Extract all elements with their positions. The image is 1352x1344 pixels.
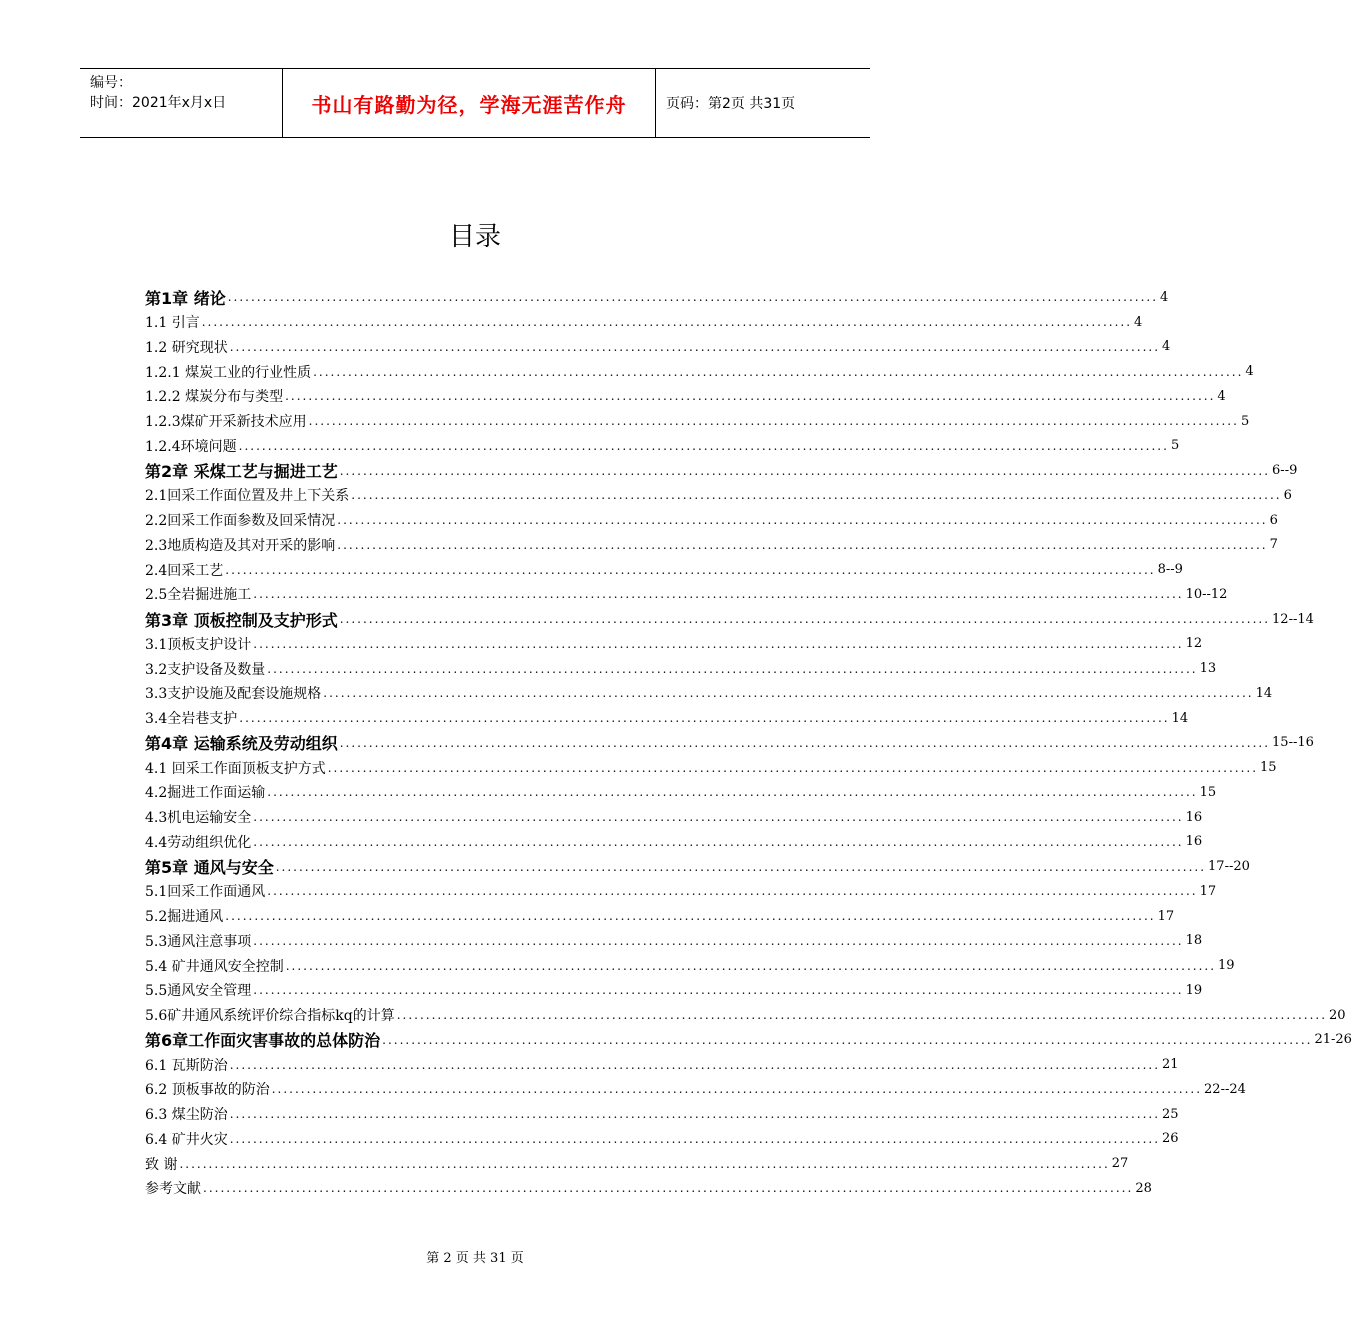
toc-entry[interactable]: [145, 929, 1203, 954]
toc-leader-dots: ................................................................................................................................................................: [253, 834, 1184, 849]
toc-entry[interactable]: [145, 1102, 1179, 1127]
toc-entry-page: 12--14: [1272, 611, 1314, 627]
toc-entry-page: 14: [1171, 710, 1189, 726]
toc-entry-page: 19: [1185, 982, 1203, 998]
toc-leader-dots: ................................................................................................................................................................: [229, 339, 1161, 354]
toc-leader-dots: ................................................................................................................................................................: [253, 983, 1184, 998]
toc-entry-label: 2.4回采工艺: [145, 562, 224, 579]
toc-entry-page: 14: [1255, 685, 1273, 701]
toc-entry[interactable]: [145, 1127, 1179, 1152]
toc-leader-dots: ................................................................................................................................................................: [179, 1156, 1110, 1171]
toc-entry-label: 5.4 矿井通风安全控制: [145, 958, 284, 975]
toc-entry-label: 2.1回采工作面位置及井上下关系: [145, 488, 350, 505]
toc-entry-label: 第1章 绪论: [145, 288, 226, 308]
toc-entry-label: 5.5通风安全管理: [145, 983, 252, 1000]
toc-leader-dots: ................................................................................................................................................................: [323, 686, 1254, 701]
toc-entry[interactable]: [145, 904, 1175, 929]
toc-entry-label: 2.3地质构造及其对开采的影响: [145, 537, 336, 554]
page-footer: 第 2 页 共 31 页: [426, 1251, 524, 1266]
toc-entry-label: 1.2.2 煤炭分布与类型: [145, 389, 284, 406]
toc-entry-label: 4.2掘进工作面运输: [145, 785, 266, 802]
toc-entry-label: 6.1 瓦斯防治: [145, 1057, 228, 1074]
toc-entry-label: 3.4全岩巷支护: [145, 711, 238, 728]
toc-entry[interactable]: [145, 780, 1217, 805]
toc-entry-label: 致 谢: [145, 1156, 178, 1173]
toc-entry-page: 6: [1283, 487, 1292, 503]
toc-entry[interactable]: [145, 1077, 1246, 1102]
header-page-info: 页码：第2页 共31页: [666, 96, 796, 112]
toc-entry-label: 1.2 研究现状: [145, 339, 228, 356]
toc-entry-page: 16: [1185, 809, 1203, 825]
toc-leader-dots: ................................................................................................................................................................: [253, 587, 1184, 602]
toc-entry[interactable]: [145, 434, 1180, 459]
toc-entry-page: 25: [1162, 1106, 1179, 1122]
toc-entry-label: 3.2支护设备及数量: [145, 661, 266, 678]
toc-entry[interactable]: [145, 483, 1292, 508]
toc-entry-page: 15--16: [1272, 735, 1314, 751]
toc-entry-label: 第2章 采煤工艺与掘进工艺: [145, 462, 338, 482]
toc-entry-label: 2.5全岩掘进施工: [145, 587, 252, 604]
toc-leader-dots: ................................................................................................................................................................: [396, 1008, 1328, 1023]
toc-entry-label: 6.3 煤尘防治: [145, 1107, 228, 1124]
toc-entry-page: 17--20: [1208, 859, 1250, 875]
toc-entry-page: 5: [1170, 438, 1180, 454]
toc-entry-page: 6: [1269, 512, 1278, 528]
toc-entry-page: 4: [1162, 339, 1171, 355]
toc-leader-dots: ................................................................................................................................................................: [339, 735, 1271, 750]
toc-entry[interactable]: [145, 533, 1278, 558]
toc-chapter-entry[interactable]: [145, 854, 1250, 879]
toc-entry[interactable]: [145, 1003, 1346, 1028]
toc-entry-page: 13: [1199, 661, 1217, 677]
toc-entry-label: 5.3通风注意事项: [145, 933, 252, 950]
toc-entry-page: 17: [1157, 908, 1175, 924]
toc-entry-page: 22--24: [1204, 1081, 1246, 1097]
toc-entry-page: 26: [1162, 1131, 1179, 1147]
toc-leader-dots: ................................................................................................................................................................: [285, 958, 1217, 973]
toc-entry-label: 6.2 顶板事故的防治: [145, 1082, 270, 1099]
toc-entry-label: 1.1 引言: [145, 315, 200, 332]
toc-entry-label: 5.1回采工作面通风: [145, 884, 266, 901]
toc-entry-page: 8--9: [1157, 562, 1183, 578]
toc-entry[interactable]: [145, 656, 1217, 681]
page-header: [80, 68, 870, 138]
toc-entry[interactable]: [145, 582, 1228, 607]
toc-chapter-entry[interactable]: [145, 285, 1169, 310]
toc-entry-page: 7: [1269, 537, 1278, 553]
toc-entry-label: 1.2.1 煤炭工业的行业性质: [145, 364, 312, 381]
toc-entry[interactable]: [145, 384, 1226, 409]
header-slogan: 书山有路勤为径，学海无涯苦作舟: [282, 69, 656, 137]
toc-leader-dots: ................................................................................................................................................................: [382, 1032, 1313, 1047]
toc-entry-page: 6--9: [1272, 463, 1298, 479]
toc-leader-dots: ................................................................................................................................................................: [201, 315, 1133, 330]
toc-entry[interactable]: [145, 1176, 1152, 1201]
toc-entry-page: 19: [1218, 958, 1235, 974]
page-title: 目录: [448, 222, 501, 252]
toc-entry-label: 3.3支护设施及配套设施规格: [145, 686, 322, 703]
toc-leader-dots: ................................................................................................................................................................: [253, 933, 1184, 948]
toc-entry-page: 15: [1260, 760, 1277, 776]
toc-entry-label: 2.2回采工作面参数及回采情况: [145, 513, 336, 530]
toc-leader-dots: ................................................................................................................................................................: [225, 562, 1156, 577]
toc-entry[interactable]: [145, 359, 1254, 384]
toc-entry-page: 10--12: [1185, 586, 1228, 602]
toc-leader-dots: ................................................................................................................................................................: [337, 537, 1268, 552]
toc-entry[interactable]: [145, 681, 1273, 706]
toc-entry-page: 27: [1111, 1156, 1129, 1172]
toc-chapter-entry[interactable]: [145, 1028, 1352, 1053]
toc-leader-dots: ................................................................................................................................................................: [351, 488, 1282, 503]
toc-entry[interactable]: [145, 335, 1171, 360]
header-meta: [80, 69, 282, 137]
toc-entry-page: 16: [1185, 834, 1203, 850]
toc-entry[interactable]: [145, 1151, 1129, 1176]
toc-leader-dots: ................................................................................................................................................................: [308, 414, 1239, 429]
toc-entry[interactable]: [145, 953, 1235, 978]
toc-entry-page: 4: [1217, 388, 1226, 404]
toc-entry[interactable]: [145, 1052, 1179, 1077]
toc-leader-dots: ................................................................................................................................................................: [253, 810, 1184, 825]
toc-leader-dots: ................................................................................................................................................................: [267, 661, 1198, 676]
toc-entry[interactable]: [145, 508, 1278, 533]
toc-entry-label: 5.2掘进通风: [145, 909, 224, 926]
toc-entry-page: 4: [1134, 314, 1143, 330]
toc-entry[interactable]: [145, 978, 1203, 1003]
toc-leader-dots: ................................................................................................................................................................: [285, 389, 1216, 404]
toc-entry-label: 第3章 顶板控制及支护形式: [145, 610, 338, 630]
toc-leader-dots: ................................................................................................................................................................: [238, 438, 1169, 453]
toc-entry-label: 4.1 回采工作面顶板支护方式: [145, 760, 326, 777]
toc-leader-dots: ................................................................................................................................................................: [253, 636, 1184, 651]
code-label: 编号：: [90, 75, 132, 91]
toc-entry[interactable]: [145, 706, 1189, 731]
toc-entry-label: 5.6矿井通风系统评价综合指标kq的计算: [145, 1008, 395, 1025]
toc-leader-dots: ................................................................................................................................................................: [271, 1082, 1203, 1097]
toc-leader-dots: ................................................................................................................................................................: [339, 463, 1271, 478]
toc-entry-page: 5: [1240, 413, 1250, 429]
toc-leader-dots: ................................................................................................................................................................: [229, 1131, 1161, 1146]
toc-entry-page: 18: [1185, 933, 1203, 949]
toc-entry-label: 参考文献: [145, 1181, 201, 1198]
toc-entry-label: 6.4 矿井火灾: [145, 1131, 228, 1148]
toc-chapter-entry[interactable]: [145, 458, 1298, 483]
toc-entry[interactable]: [145, 755, 1277, 780]
toc-entry[interactable]: [145, 409, 1250, 434]
toc-leader-dots: ................................................................................................................................................................: [229, 1057, 1161, 1072]
toc-entry-label: 第5章 通风与安全: [145, 858, 274, 878]
toc-leader-dots: ................................................................................................................................................................: [327, 760, 1259, 775]
toc-entry[interactable]: [145, 805, 1203, 830]
toc-entry[interactable]: [145, 310, 1143, 335]
table-of-contents: [145, 285, 1352, 1201]
toc-leader-dots: ................................................................................................................................................................: [229, 1107, 1161, 1122]
toc-leader-dots: ................................................................................................................................................................: [275, 859, 1207, 874]
toc-leader-dots: ................................................................................................................................................................: [313, 364, 1244, 379]
toc-chapter-entry[interactable]: [145, 731, 1314, 756]
time-label: 时间：2021年x月x日: [90, 95, 227, 111]
toc-entry[interactable]: [145, 879, 1217, 904]
toc-entry-page: 21: [1162, 1057, 1179, 1073]
toc-leader-dots: ................................................................................................................................................................: [227, 290, 1159, 305]
toc-entry-page: 21-26: [1314, 1032, 1352, 1048]
toc-entry-label: 1.2.4环境问题: [145, 438, 237, 455]
toc-leader-dots: ................................................................................................................................................................: [225, 909, 1156, 924]
toc-entry-label: 第6章工作面灾害事故的总体防治: [145, 1031, 381, 1051]
toc-entry-label: 1.2.3煤矿开采新技术应用: [145, 414, 307, 431]
toc-leader-dots: ................................................................................................................................................................: [337, 513, 1268, 528]
toc-entry-page: 4: [1160, 289, 1169, 305]
toc-leader-dots: ................................................................................................................................................................: [267, 884, 1198, 899]
toc-entry-page: 15: [1199, 784, 1217, 800]
toc-entry-label: 4.3机电运输安全: [145, 810, 252, 827]
toc-chapter-entry[interactable]: [145, 607, 1314, 632]
toc-entry-label: 4.4劳动组织优化: [145, 834, 252, 851]
toc-entry[interactable]: [145, 557, 1183, 582]
toc-entry-page: 17: [1199, 883, 1217, 899]
toc-entry-page: 28: [1135, 1180, 1152, 1196]
toc-entry[interactable]: [145, 632, 1203, 657]
toc-entry-label: 3.1顶板支护设计: [145, 636, 252, 653]
toc-leader-dots: ................................................................................................................................................................: [339, 612, 1271, 627]
toc-entry-page: 20: [1329, 1007, 1346, 1023]
toc-entry-label: 第4章 运输系统及劳动组织: [145, 734, 338, 754]
toc-leader-dots: ................................................................................................................................................................: [267, 785, 1198, 800]
toc-leader-dots: ................................................................................................................................................................: [203, 1181, 1134, 1196]
toc-leader-dots: ................................................................................................................................................................: [239, 711, 1170, 726]
toc-entry-page: 12: [1185, 636, 1203, 652]
toc-entry-page: 4: [1245, 364, 1254, 380]
toc-entry[interactable]: [145, 830, 1203, 855]
